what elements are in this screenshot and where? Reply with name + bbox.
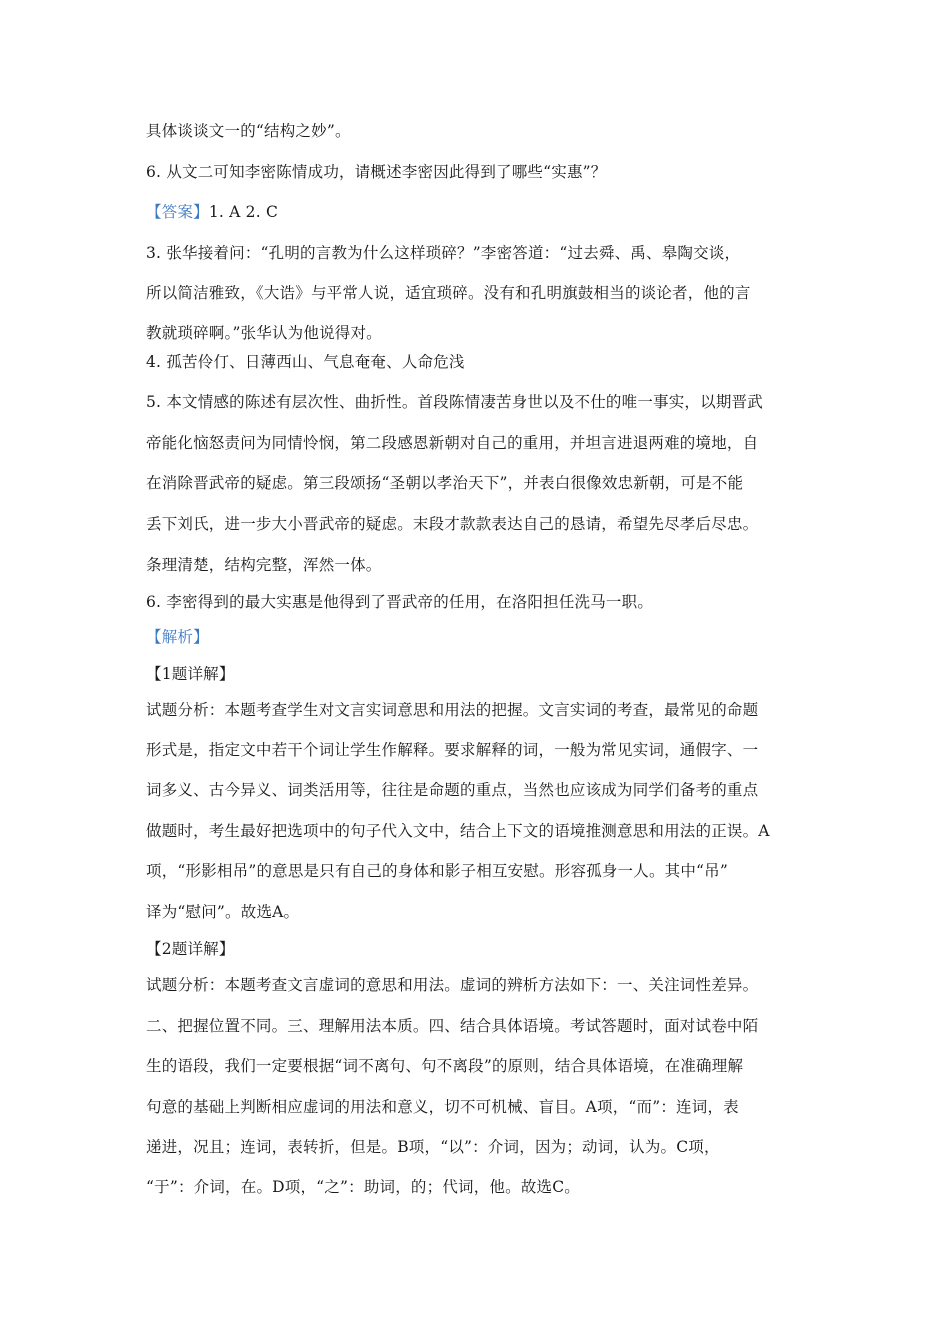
analysis-1-line: 词多义、古今异义、词类活用等，往往是命题的重点，当然也应该成为同学们备考的重点 bbox=[146, 781, 759, 799]
answer-5-line: 丢下刘氏，进一步大小晋武帝的疑虑。末段才款款表达自己的恳请，希望先尽孝后尽忠。 bbox=[146, 515, 759, 533]
answer-3-line: 教就琐碎啊。”张华认为他说得对。 bbox=[146, 324, 382, 342]
analysis-2-line: 试题分析：本题考查文言虚词的意思和用法。虚词的辨析方法如下：一、关注词性差异。 bbox=[146, 976, 759, 994]
analysis-tag: 【解析】 bbox=[146, 628, 209, 646]
analysis-1-line: 形式是，指定文中若干个词让学生作解释。要求解释的词，一般为常见实词，通假字、一 bbox=[146, 741, 759, 759]
analysis-1-line: 做题时，考生最好把选项中的句子代入文中，结合上下文的语境推测意思和用法的正误。A bbox=[146, 822, 770, 840]
answer-3-line: 3. 张华接着问：“孔明的言教为什么这样琐碎？”李密答道：“过去舜、禹、皋陶交谈， bbox=[146, 244, 741, 262]
answer-5-line: 条理清楚，结构完整，浑然一体。 bbox=[146, 556, 382, 574]
analysis-1-line: 试题分析：本题考查学生对文言实词意思和用法的把握。文言实词的考查，最常见的命题 bbox=[146, 701, 759, 719]
analysis-1-line: 项，“形影相吊”的意思是只有自己的身体和影子相互安慰。形容孤身一人。其中“吊” bbox=[146, 862, 728, 880]
answer-6-line: 6. 李密得到的最大实惠是他得到了晋武帝的任用，在洛阳担任洗马一职。 bbox=[146, 593, 654, 611]
question-6: 6. 从文二可知李密陈情成功，请概述李密因此得到了哪些“实惠”？ bbox=[146, 163, 607, 181]
text-line: 具体谈谈文一的“结构之妙”。 bbox=[146, 122, 351, 140]
answer-tag: 【答案】 bbox=[146, 203, 209, 221]
answer-4-line: 4. 孤苦伶仃、日薄西山、气息奄奄、人命危浅 bbox=[146, 353, 465, 371]
answer-line bbox=[146, 202, 816, 222]
answer-3-line: 所以简洁雅致，《大诰》与平常人说，适宜琐碎。没有和孔明旗鼓相当的谈论者，他的言 bbox=[146, 284, 751, 302]
analysis-2-line: “于”：介词，在。D项，“之”：助词，的；代词，他。故选C。 bbox=[146, 1178, 580, 1196]
answer-5-line: 在消除晋武帝的疑虑。第三段颂扬“圣朝以孝治天下”，并表白很像效忠新朝，可是不能 bbox=[146, 474, 744, 492]
analysis-2-line: 生的语段，我们一定要根据“词不离句、句不离段”的原则，结合具体语境，在准确理解 bbox=[146, 1057, 744, 1075]
answer-5-line: 帝能化恼怒责问为同情怜悯，第二段感恩新朝对自己的重用，并坦言进退两难的境地，自 bbox=[146, 434, 759, 452]
analysis-2-line: 二、把握位置不同。三、理解用法本质。四、结合具体语境。考试答题时，面对试卷中陌 bbox=[146, 1017, 759, 1035]
analysis-2-line: 递进，况且；连词，表转折，但是。B项，“以”：介词，因为；动词，认为。C项， bbox=[146, 1138, 720, 1156]
section-heading-2: 【2题详解】 bbox=[146, 940, 235, 958]
analysis-1-line: 译为“慰问”。故选A。 bbox=[146, 903, 300, 921]
answer-5-line: 5. 本文情感的陈述有层次性、曲折性。首段陈情凄苦身世以及不仕的唯一事实，以期晋武 bbox=[146, 393, 763, 411]
section-heading-1: 【1题详解】 bbox=[146, 665, 235, 683]
answer-values: 1. A 2. C bbox=[208, 203, 279, 221]
analysis-2-line: 句意的基础上判断相应虚词的用法和意义，切不可机械、盲目。A项，“而”：连词，表 bbox=[146, 1098, 739, 1116]
